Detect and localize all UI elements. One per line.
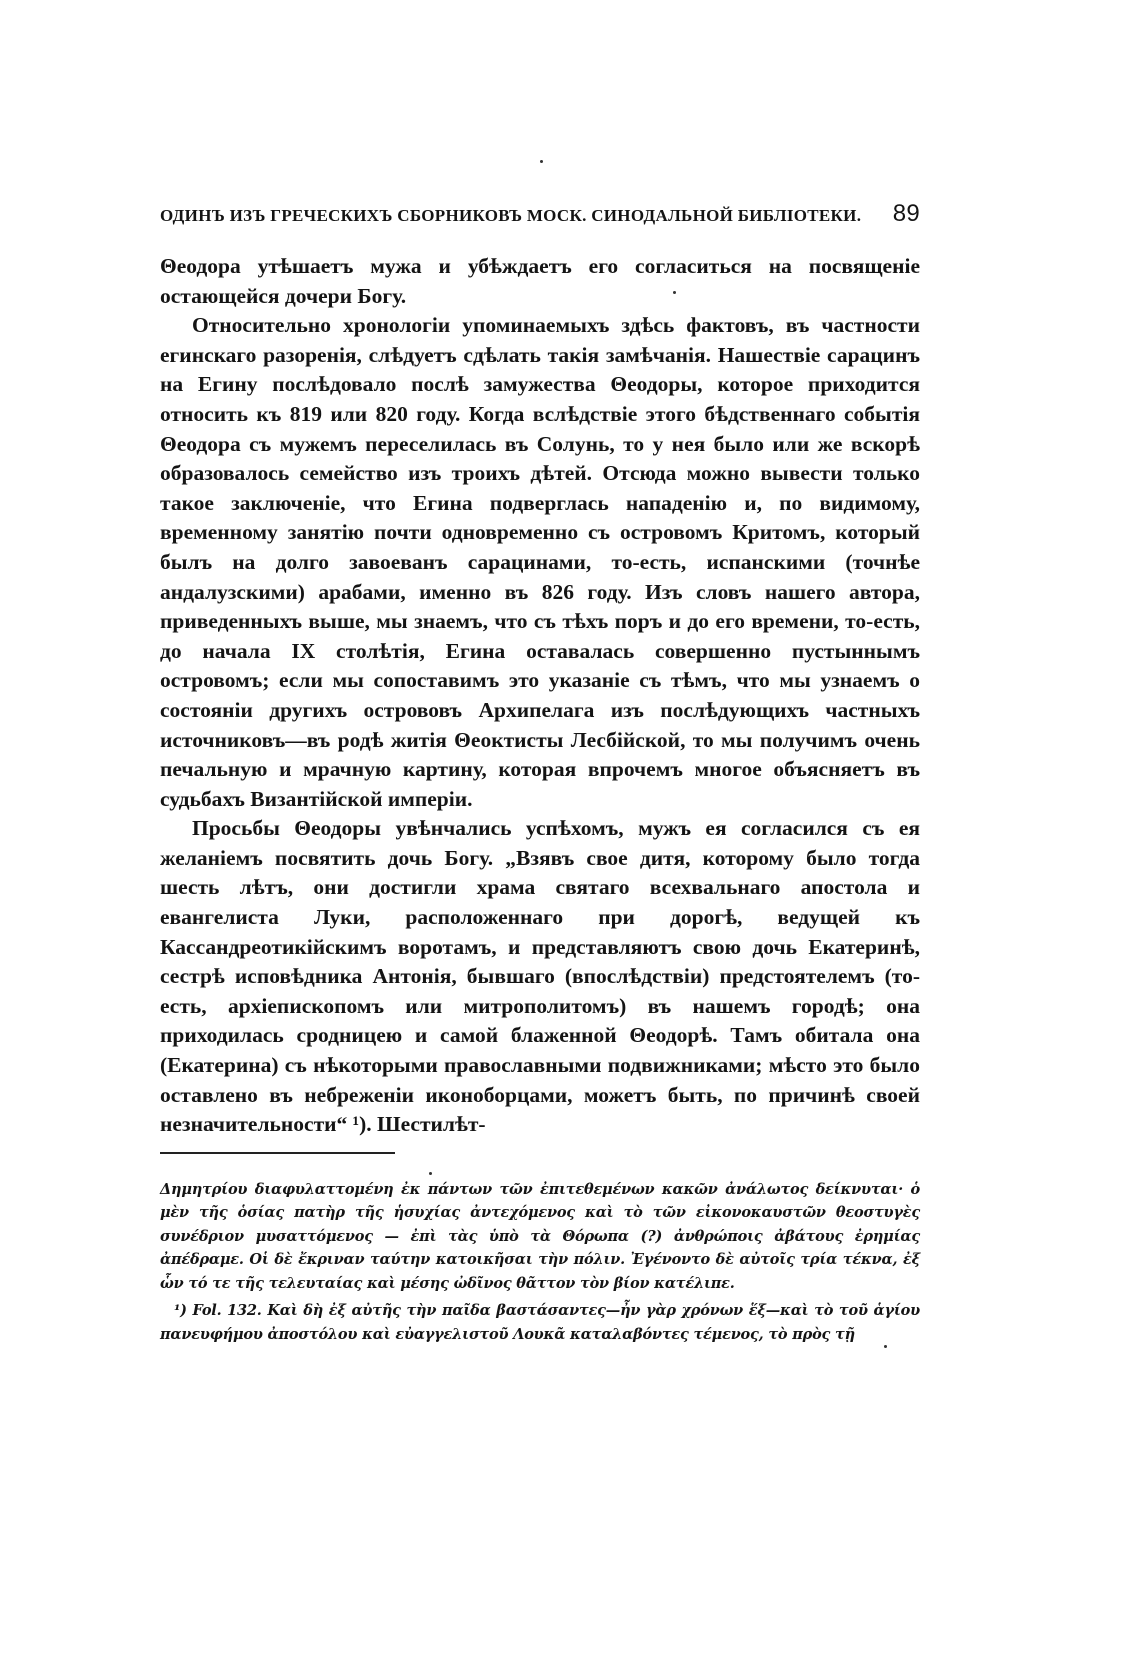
footnote-continuation: Δημητρίου διαφυλαττομένη ἐκ πάντων τῶν ἐπιτεθεμένων κακῶν ἀνάλωτος δείκνυται· ὁ μὲν τῆς ὁσίας πατὴρ τῆς ἡσυχίας ἀντεχόμενος καὶ τὸ τῶν εἰκονοκαυστῶν θεοστυγὲς συνέδριον μυσαττόμενος — ἐπὶ τὰς ὑπὸ τὰ Θόρωπα (?) ἀνθρώποις ἀβάτους ἐρημίας ἀπέδραμε. Οἱ δὲ ἔκριναν ταύτην κατοικῆσαι τὴν πόλιν. Ἐγένοντο δὲ αὐτοῖς τρία τέκνα, ἐξ ὧν τό τε τῆς τελευταίας καὶ μέσης ὠδῖνος θᾶττον τὸν βίον κατέλιπε. [160,1180,920,1292]
paragraph: Θеодора утѣшаетъ мужа и убѣждаетъ его согласиться на посвященіе остающейся дочери Богу. [160,254,920,308]
running-title: ОДИНЪ ИЗЪ ГРЕЧЕСКИХЪ СБОРНИКОВЪ МОСК. СИНОДАЛЬНОЙ БИБЛІОТЕКИ. [160,206,862,225]
main-text [160,252,920,1140]
running-header [160,200,920,238]
paragraph: Просьбы Θеодоры увѣнчались успѣхомъ, мужъ ея согласился съ ея желаніемъ посвятить дочь Богу. „Взявъ свое дитя, которому было тогда шесть лѣтъ, они достигли храма святаго всехвальнаго апостола и евангелиста Луки, расположеннаго при дорогѣ, ведущей къ Кассандреотикійскимъ воротамъ, и представляютъ свою дочь Екатеринѣ, сестрѣ исповѣдника Антонія, бывшаго (впослѣдствіи) предстоятелемъ (то-есть, архіепископомъ или митрополитомъ) въ нашемъ городѣ; она приходилась сродницею и самой блаженной Θеодорѣ. Тамъ обитала она (Екатерина) съ нѣкоторыми православными подвижниками; мѣсто это было оставлено въ небреженіи иконоборцами, можетъ быть, по причинѣ своей незначительности“ ¹). Шестилѣт- [160,816,920,1137]
paragraph: Относительно хронологіи упоминаемыхъ здѣсь фактовъ, въ частности егинскаго разоренія, слѣдуетъ сдѣлать такія замѣчанія. Нашествіе сарацинъ на Егину послѣдовало послѣ замужества Θеодоры, которое приходится относить къ 819 или 820 году. Когда вслѣдствіе этого бѣдственнаго событія Θеодора съ мужемъ переселилась въ Солунь, то у нея было или же вскорѣ образовалось семейство изъ троихъ дѣтей. Отсюда можно вывести только такое заключеніе, что Егина подверглась нападенію и, по видимому, временному занятію почти одновременно съ островомъ Критомъ, который былъ на долго завоеванъ сарацинами, то-есть, испанскими (точнѣе андалузскими) арабами, именно въ 826 году. Изъ словъ нашего автора, приведенныхъ выше, мы знаемъ, что съ тѣхъ поръ и до его времени, то-есть, до начала IX столѣтія, Егина оставалась совершенно пустыннымъ островомъ; если мы сопоставимъ это указаніе съ тѣмъ, что мы узнаемъ о состояніи другихъ острововъ Архипелага изъ послѣдующихъ частныхъ источниковъ—въ родѣ житія Θеоктисты Лесбійской, то мы получимъ очень печальную и мрачную картину, которая впрочемъ многое объясняетъ въ судьбахъ Византійской имперіи. [160,313,920,811]
footnote-1: ¹) Fol. 132. Καὶ δὴ ἐξ αὐτῆς τὴν παῖδα βαστάσαντες—ἦν γὰρ χρόνων ἕξ—καὶ τὸ τοῦ ἁγίου πανευφήμου ἀποστόλου καὶ εὐαγγελιστοῦ Λουκᾶ καταλαβόντες τέμενος, τὸ πρὸς τῇ [160,1302,920,1343]
book-page [160,200,920,1346]
footnotes [160,1178,920,1347]
footnote-divider [160,1152,395,1154]
print-speck [540,160,543,163]
page-number: 89 [892,200,920,227]
